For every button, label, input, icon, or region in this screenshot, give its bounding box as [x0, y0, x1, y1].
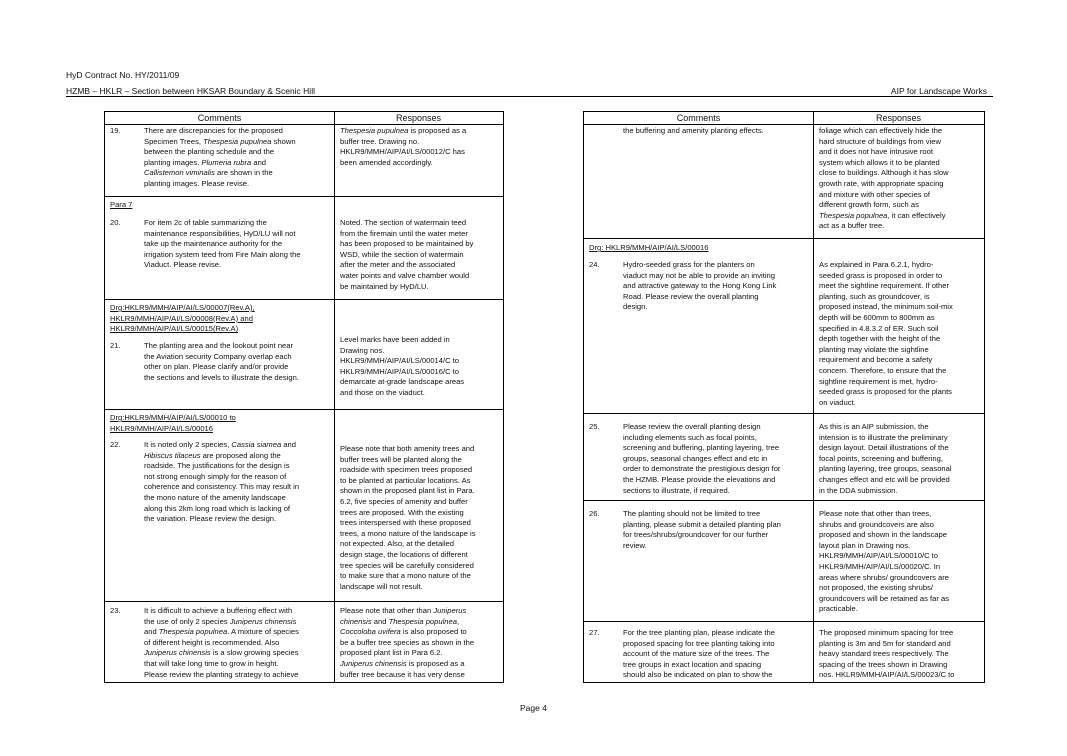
- row-divider: [584, 621, 984, 622]
- comment-22: It is noted only 2 species, Cassia siamea and Hibiscus tilaceus are proposed along the roadside. The justifications for the design is not strong enough simply for the reason of coherence and consistency. This may result in the mono nature of the amenity landscape along this 2km long road which is lacking of the variation. Please review the design.: [144, 440, 300, 524]
- left-comments-table: [104, 111, 504, 683]
- response-24: As explained in Para 6.2.1, hydro- seeded grass is proposed in order to meet the sightline requirement. If other planting, such as groundcover, is proposed instead, the minimum soil-mix depth will be 600mm to 800mm as specified in 4.8.3.2 of ER. Such soil depth together with the height of the planting may violate the sightline requirement and become a safety concern. Therefore, to ensure that the sightline requirement is met, hydro- seeded grass is proposed for the plants on viaduct.: [819, 260, 953, 407]
- comment-number: 25.: [589, 422, 600, 431]
- comment-continued: the buffering and amenity planting effects.: [623, 126, 764, 135]
- row-divider: [105, 299, 503, 300]
- response-22: Please note that both amenity trees and buffer trees will be planted along the roadside with specimen trees proposed to be planted at particular locations. As shown in the proposed plant list in Para. 6.2, five species of amenity and buffer trees are proposed. With the existing trees interspersed with these proposed trees, a mono nature of the landscape is not expected. Also, at the detailed design stage, the locations of different tree species will be carefully considered to make sure that a mono nature of the landscape will not result.: [340, 444, 476, 591]
- comment-number: 23.: [110, 606, 121, 615]
- comments-header: Comments: [584, 112, 813, 125]
- header-project: HZMB – HKLR – Section between HKSAR Boundary & Scenic Hill: [66, 86, 315, 96]
- section-heading: Para 7: [110, 200, 133, 209]
- header-rule: [66, 96, 993, 97]
- column-divider: [813, 112, 814, 682]
- responses-header: Responses: [334, 112, 503, 125]
- comment-number: 19.: [110, 126, 121, 135]
- page-number: Page 4: [520, 703, 547, 713]
- response-26: Please note that other than trees, shrubs and groundcovers are also proposed and shown in the landscape layout plan in Drawing nos. HKLR9/MMH/AIP/AI/LS/00010/C to HKLR9/MMH/AIP/AI/LS/00020/C. In areas where shrubs/ groundcovers are not proposed, the existing shrubs/ groundcovers will be retained as far as practicable.: [819, 509, 950, 614]
- row-divider: [105, 409, 503, 410]
- comment-number: 24.: [589, 260, 600, 269]
- comment-27: For the tree planting plan, please indicate the proposed spacing for tree planting taking into account of the mature size of the trees. The tree groups in exact location and spacing should also be indicated on plan to show the: [623, 628, 775, 680]
- comment-26: The planting should not be limited to tree planting, please submit a detailed planting plan for trees/shrubs/groundcover for our further review.: [623, 509, 781, 550]
- comment-number: 26.: [589, 509, 600, 518]
- right-comments-table: [583, 111, 985, 683]
- comment-20: For item 2c of table summarizing the maintenance responsibilities, HyD/LU will not take up the maintenance authority for the irrigation system teed from Fire Main along the Viaduct. Please revise.: [144, 218, 301, 270]
- drawing-reference: Drg:HKLR9/MMH/AIP/AI/LS/00010 to HKLR9/MMH/AIP/AI/LS/00016: [110, 413, 236, 433]
- column-divider: [334, 112, 335, 682]
- responses-header: Responses: [813, 112, 984, 125]
- row-divider: [584, 413, 984, 414]
- row-divider: [584, 500, 984, 501]
- response-23: Please note that other than Juniperus chinensis and Thespesia populnea, Coccoloba uvifera is also proposed to be a buffer tree species as shown in the proposed plant list in Para 6.2. Juniperus chinensis is proposed as a buffer tree because it has very dense: [340, 606, 475, 679]
- comment-number: 27.: [589, 628, 600, 637]
- response-19: Thespesia pupulnea is proposed as a buffer tree. Drawing no. HKLR9/MMH/AIP/AI/LS/00012/C has been amended accordingly.: [340, 126, 467, 167]
- header-contract: HyD Contract No. HY/2011/09: [66, 70, 180, 80]
- response-21: Level marks have been added in Drawing nos. HKLR9/MMH/AIP/AI/LS/00014/C to HKLR9/MMH/AIP/AI/LS/00016/C to demarcate at-grade landscape areas and those on the viaduct.: [340, 335, 465, 397]
- response-25: As this is an AIP submission, the intension is to illustrate the preliminary design layout. Detail illustrations of the focal points, screening and buffering, planting layering, tree groups, seasonal changes effect and etc will be provided in the DDA submission.: [819, 422, 952, 495]
- drawing-reference: Drg:HKLR9/MMH/AIP/AI/LS/00007(Rev.A), HKLR9/MMH/AIP/AI/LS/00008(Rev.A) and HKLR9/MMH/AIP/AI/LS/00015(Rev.A): [110, 303, 255, 334]
- response-continued: foliage which can effectively hide the hard structure of buildings from view and it does not have intrusive root system which allows it to be planted close to buildings. Although it has slow growth rate, with appropriate spacing and mixture with other species of different growth form, such as Thespesia populnea, it can effectively act as a buffer tree.: [819, 126, 949, 231]
- comment-21: The planting area and the lookout point near the Aviation security Company overlap each other on plan. Please clarify and/or provide the sections and levels to illustrate the design.: [144, 341, 299, 382]
- drawing-reference: Drg: HKLR9/MMH/AIP/AI/LS/00016: [589, 243, 709, 252]
- comments-header: Comments: [105, 112, 334, 125]
- row-divider: [584, 238, 984, 239]
- response-20: Noted. The section of watermain teed from the firemain until the water meter has been proposed to be maintained by WSD, while the section of watermain after the meter and the associated water points and valve chamber would be maintained by HyD/LU.: [340, 218, 474, 291]
- comment-19: There are discrepancies for the proposed Specimen Trees, Thespesia pupulnea shown between the planting schedule and the planting images. Plumeria rubra and Callistemon viminalis are shown in the planting images. Please revise.: [144, 126, 296, 188]
- comment-25: Please review the overall planting design including elements such as focal points, screening and buffering, planting layering, tree groups, seasonal changes effect and etc in order to demonstrate the prestigious design for the HZMB. Please provide the elevations and sections to illustrate, if required.: [623, 422, 781, 495]
- comment-number: 22.: [110, 440, 121, 449]
- row-divider: [105, 601, 503, 602]
- header-doc-title: AIP for Landscape Works: [890, 86, 987, 96]
- row-divider: [105, 196, 503, 197]
- response-27: The proposed minimum spacing for tree planting is 3m and 5m for standard and heavy standard trees respectively. The spacing of the trees shown in Drawing nos. HKLR9/MMH/AIP/AI/LS/00023/C to: [819, 628, 955, 680]
- comment-number: 20.: [110, 218, 121, 227]
- comment-23: It is difficult to achieve a buffering effect with the use of only 2 species Juniperus chinensis and Thespesia populnea. A mixture of species of different height is recommended. Also Juniperus chinensis is a slow growing species that will take long time to grow in height. Please review the planting strategy to achieve: [144, 606, 299, 679]
- comment-24: Hydro-seeded grass for the planters on viaduct may not be able to provide an inviting and attractive gateway to the Hong Kong Link Road. Please review the overall planting design.: [623, 260, 777, 312]
- comment-number: 21.: [110, 341, 121, 350]
